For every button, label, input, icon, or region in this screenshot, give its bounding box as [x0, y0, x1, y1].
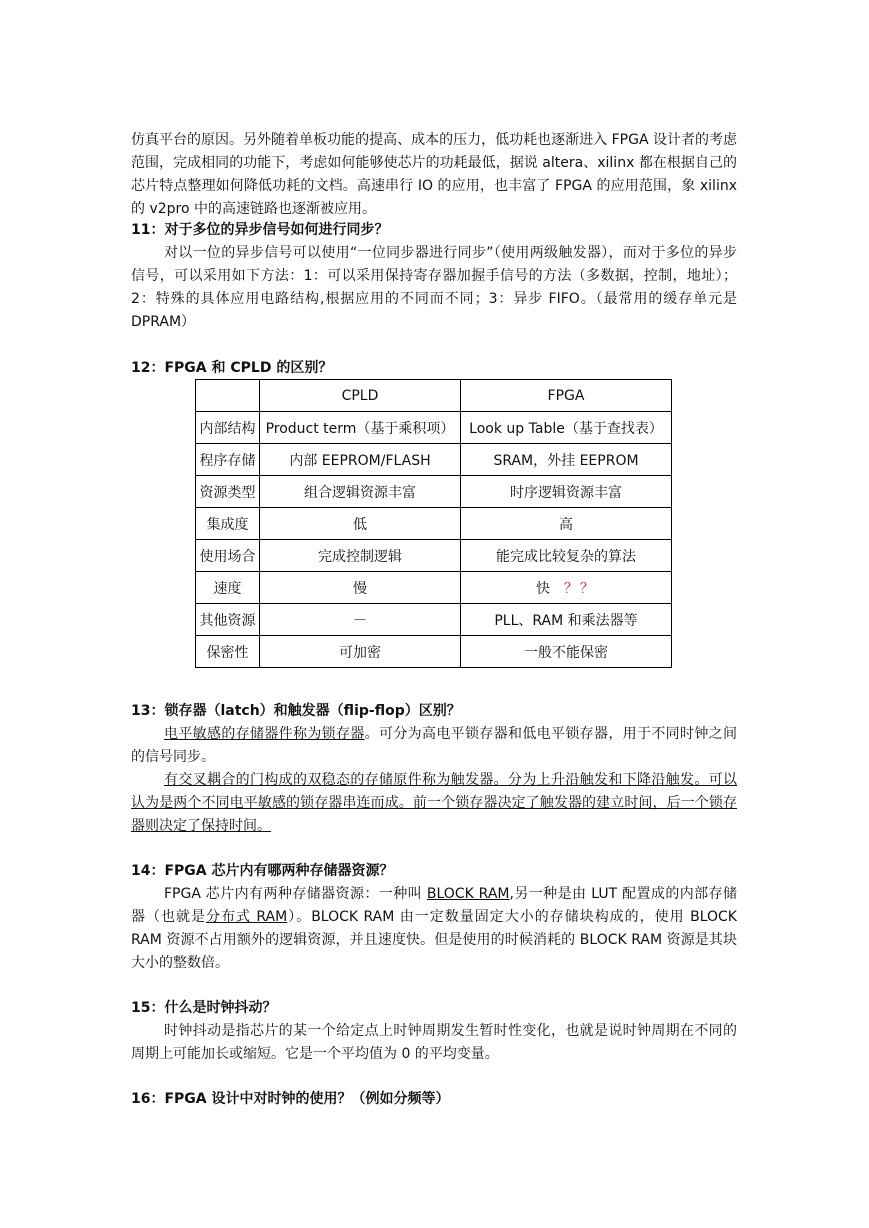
table-cell: 速度: [196, 572, 260, 604]
table-cell: 使用场合: [196, 540, 260, 572]
table-cell: 其他资源: [196, 604, 260, 636]
question-annotation: ？？: [564, 580, 596, 597]
table-cell: 完成控制逻辑: [260, 540, 461, 572]
q15-answer: 时钟抖动是指芯片的某一个给定点上时钟周期发生暂时性变化，也就是说时钟周期在不同的周期上可能加长或缩短。它是一个平均值为 0 的平均变量。: [131, 1023, 737, 1062]
table-cell: 能完成比较复杂的算法: [461, 540, 672, 572]
table-cell: Look up Table（基于查找表）: [461, 412, 672, 444]
table-cell: SRAM，外挂 EEPROM: [461, 444, 672, 476]
q11-heading: 11：对于多位的异步信号如何进行同步？: [131, 222, 389, 238]
table-row: [196, 412, 672, 444]
table-cell: 高: [461, 508, 672, 540]
q13-heading: 13：锁存器（latch）和触发器（flip-flop）区别？: [131, 703, 461, 719]
table-row: [196, 508, 672, 540]
table-cell: 一般不能保密: [461, 636, 672, 668]
q13-p1-text: 。可分为高电平锁存器和低电平锁存器，用于不同时钟之间的信号同步。: [131, 726, 738, 765]
block-ram-term: BLOCK RAM: [426, 886, 510, 902]
table-cell: 时序逻辑资源丰富: [461, 476, 672, 508]
table-cell-speed-fpga: [461, 572, 672, 604]
q14-heading: 14：FPGA 芯片内有哪两种存储器资源？: [131, 863, 394, 879]
table-cell: 内部 EEPROM/FLASH: [260, 444, 461, 476]
table-header-cell: [196, 380, 260, 412]
distributed-ram-term: 分布式 RAM: [205, 909, 288, 925]
table-header-cell: FPGA: [461, 380, 672, 412]
table-row: [196, 476, 672, 508]
q14-text-1: FPGA 芯片内有两种存储器资源：一种叫: [164, 886, 427, 902]
table-cell: PLL、RAM 和乘法器等: [461, 604, 672, 636]
q16-heading: 16：FPGA 设计中对时钟的使用？（例如分频等）: [131, 1091, 450, 1107]
table-cell: 组合逻辑资源丰富: [260, 476, 461, 508]
q15-heading: 15：什么是时钟抖动？: [131, 1000, 277, 1016]
table-cell: －: [260, 604, 461, 636]
table-cell: 程序存储: [196, 444, 260, 476]
table-header-row: [196, 380, 672, 412]
table-cell: 资源类型: [196, 476, 260, 508]
q11-answer: 对以一位的异步信号可以使用“一位同步器进行同步”（使用两级触发器），而对于多位的异步信号，可以采用如下方法：1：可以采用保持寄存器加握手信号的方法（多数据，控制，地址）；2：特殊的具体应用电路结构,根据应用的不同而不同；3：异步 FIFO。（最常用的缓存单元是 DPRAM）: [131, 245, 737, 330]
table-row: [196, 604, 672, 636]
intro-paragraph: 仿真平台的原因。另外随着单板功能的提高、成本的压力，低功耗也逐渐进入 FPGA 设计者的考虑范围，完成相同的功能下，考虑如何能够使芯片的功耗最低，据说 altera、xilinx 都在根据自己的芯片特点整理如何降低功耗的文档。高速串行 IO 的应用，也丰富了 FPGA 的应用范围，象 xilinx 的 v2pro 中的高速链路也逐渐被应用。: [131, 132, 737, 217]
table-cell: 保密性: [196, 636, 260, 668]
table-cell-text: 快: [536, 580, 550, 597]
latch-definition: 电平敏感的存储器件称为锁存器: [164, 726, 365, 742]
q14-text-2: ,另一种是由 LUT 配置成的内部存储器（也就是: [131, 886, 737, 925]
q13-paragraph-1: [131, 723, 737, 769]
table-row: [196, 444, 672, 476]
q14-text-3: ）。BLOCK RAM 由一定数量固定大小的存储块构成的，使用 BLOCK RAM 资源不占用额外的逻辑资源，并且速度快。但是使用的时候消耗的 BLOCK RAM 资源是其块大小的整数倍。: [131, 909, 737, 971]
table-cell: 集成度: [196, 508, 260, 540]
q13-paragraph-2: [131, 769, 737, 838]
table-cell: 内部结构: [196, 412, 260, 444]
table-cell: 慢: [260, 572, 461, 604]
table-row: [196, 572, 672, 604]
table-cell: Product term（基于乘积项）: [260, 412, 461, 444]
table-row: [196, 636, 672, 668]
cpld-fpga-comparison-table: [195, 379, 672, 668]
flip-flop-definition: 有交叉耦合的门构成的双稳态的存储原件称为触发器。分为上升沿触发和下降沿触发。可以认为是两个不同电平敏感的锁存器串连而成。前一个锁存器决定了触发器的建立时间，后一个锁存器则决定了保持时间。: [131, 772, 737, 834]
table-cell: 低: [260, 508, 461, 540]
table-row: [196, 540, 672, 572]
table-cell: 可加密: [260, 636, 461, 668]
q14-answer: [131, 883, 737, 975]
q12-heading: 12：FPGA 和 CPLD 的区别？: [131, 360, 333, 376]
table-header-cell: CPLD: [260, 380, 461, 412]
